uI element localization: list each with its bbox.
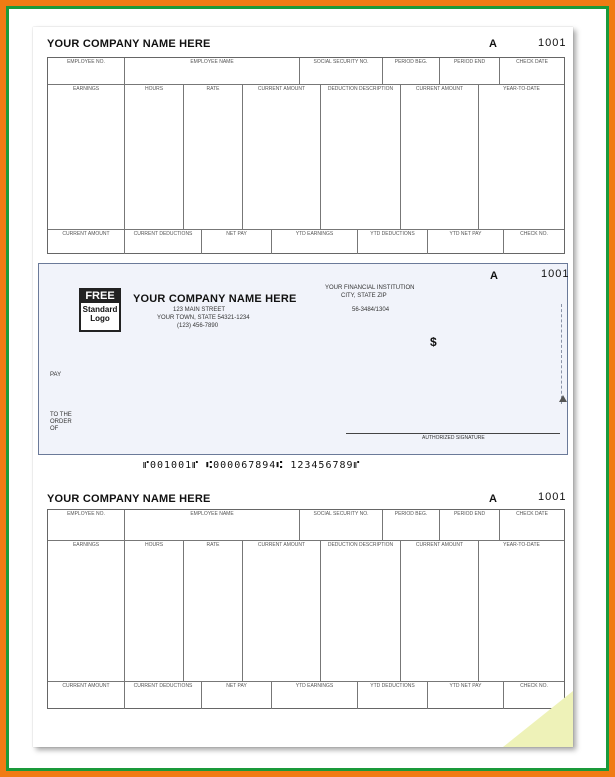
- col-period-beg: PERIOD BEG.: [383, 58, 440, 84]
- col-current-amount: CURRENT AMOUNT: [243, 541, 321, 681]
- col-employee-name: EMPLOYEE NAME: [125, 58, 300, 84]
- bottom-earnings-row: [48, 541, 564, 681]
- pay-label: PAY: [50, 372, 62, 378]
- col-net-pay: NET PAY: [202, 682, 272, 709]
- bank-location: CITY, STATE ZIP: [341, 293, 387, 299]
- top-stub-grid: [47, 57, 565, 254]
- top-header-row: [48, 58, 564, 84]
- bottom-stub-grid: [47, 509, 565, 709]
- bottom-totals-row: [48, 682, 564, 709]
- col-check-no: CHECK NO.: [520, 683, 548, 689]
- form-letter-top: A: [489, 38, 497, 50]
- col-ytd-deductions: YTD DEDUCTIONS: [358, 230, 428, 254]
- top-totals-row: [48, 230, 564, 254]
- signature-line: [346, 433, 560, 434]
- company-name-bottom: YOUR COMPANY NAME HERE: [47, 493, 211, 505]
- col-rate: RATE: [184, 85, 243, 229]
- col-ytd-net-pay: YTD NET PAY: [428, 682, 504, 709]
- bank-name: YOUR FINANCIAL INSTITUTION: [325, 285, 415, 291]
- col-net-pay: NET PAY: [202, 230, 272, 254]
- col-period-end: PERIOD END: [440, 58, 500, 84]
- logo-placeholder: [79, 288, 121, 332]
- col-ytd-net-pay: YTD NET PAY: [428, 230, 504, 254]
- page-curl: [503, 691, 573, 747]
- col-deduction-description: DEDUCTION DESCRIPTION: [321, 85, 401, 229]
- col-current-amount: CURRENT AMOUNT: [243, 85, 321, 229]
- address-line-1: 123 MAIN STREET: [173, 307, 226, 313]
- check-number-top: 1001: [538, 37, 567, 49]
- col-hours: HOURS: [125, 85, 184, 229]
- top-earnings-row: [48, 85, 564, 229]
- col-rate: RATE: [184, 541, 243, 681]
- col-deduction-current: CURRENT AMOUNT: [401, 85, 479, 229]
- col-ytd-earnings: YTD EARNINGS: [272, 682, 358, 709]
- check-number-bottom: 1001: [538, 491, 567, 503]
- col-total-current: CURRENT AMOUNT: [48, 230, 125, 254]
- logo-free-label: FREE: [81, 290, 119, 303]
- signature-label: AUTHORIZED SIGNATURE: [422, 435, 485, 441]
- company-name-top: YOUR COMPANY NAME HERE: [47, 38, 211, 50]
- check-body: [38, 263, 568, 455]
- col-ssn: SOCIAL SECURITY NO.: [300, 58, 383, 84]
- col-period-beg: PERIOD BEG.: [383, 510, 440, 540]
- security-arrow-icon: [559, 395, 567, 402]
- col-employee-name: EMPLOYEE NAME: [125, 510, 300, 540]
- address-line-2: YOUR TOWN, STATE 54321-1234: [157, 315, 250, 321]
- col-check-date: CHECK DATE: [516, 511, 548, 517]
- col-total-deductions: CURRENT DEDUCTIONS: [125, 682, 202, 709]
- security-strip: [561, 304, 564, 404]
- check-number: 1001: [541, 268, 570, 280]
- routing-fraction: 56-3484/1304: [352, 307, 390, 313]
- micr-line: ⑈001001⑈ ⑆000067894⑆ 123456789⑈: [143, 460, 361, 471]
- col-ssn: SOCIAL SECURITY NO.: [300, 510, 383, 540]
- col-earnings: EARNINGS: [48, 85, 125, 229]
- of-label: OF: [50, 426, 59, 432]
- col-hours: HOURS: [125, 541, 184, 681]
- col-total-deductions: CURRENT DEDUCTIONS: [125, 230, 202, 254]
- logo-line1: Standard: [82, 305, 118, 314]
- col-employee-no: EMPLOYEE NO.: [48, 510, 125, 540]
- check-company-name: YOUR COMPANY NAME HERE: [133, 293, 297, 305]
- address-line-3: (123) 456-7890: [177, 323, 219, 329]
- form-letter-bottom: A: [489, 493, 497, 505]
- col-period-end: PERIOD END: [440, 510, 500, 540]
- bottom-header-row: [48, 510, 564, 540]
- order-label: ORDER: [50, 419, 72, 425]
- col-ytd-earnings: YTD EARNINGS: [272, 230, 358, 254]
- check-form-letter: A: [490, 270, 498, 282]
- to-the-label: TO THE: [50, 412, 72, 418]
- col-check-no: CHECK NO.: [520, 231, 548, 237]
- col-employee-no: EMPLOYEE NO.: [48, 58, 125, 84]
- col-ytd-deductions: YTD DEDUCTIONS: [358, 682, 428, 709]
- col-year-to-date: YEAR-TO-DATE: [503, 86, 540, 92]
- dollar-sign: $: [430, 335, 437, 349]
- col-deduction-current: CURRENT AMOUNT: [401, 541, 479, 681]
- col-year-to-date: YEAR-TO-DATE: [503, 542, 540, 548]
- col-deduction-description: DEDUCTION DESCRIPTION: [321, 541, 401, 681]
- logo-line2: Logo: [90, 314, 110, 323]
- col-earnings: EARNINGS: [48, 541, 125, 681]
- col-total-current: CURRENT AMOUNT: [48, 682, 125, 709]
- col-check-date: CHECK DATE: [516, 59, 548, 65]
